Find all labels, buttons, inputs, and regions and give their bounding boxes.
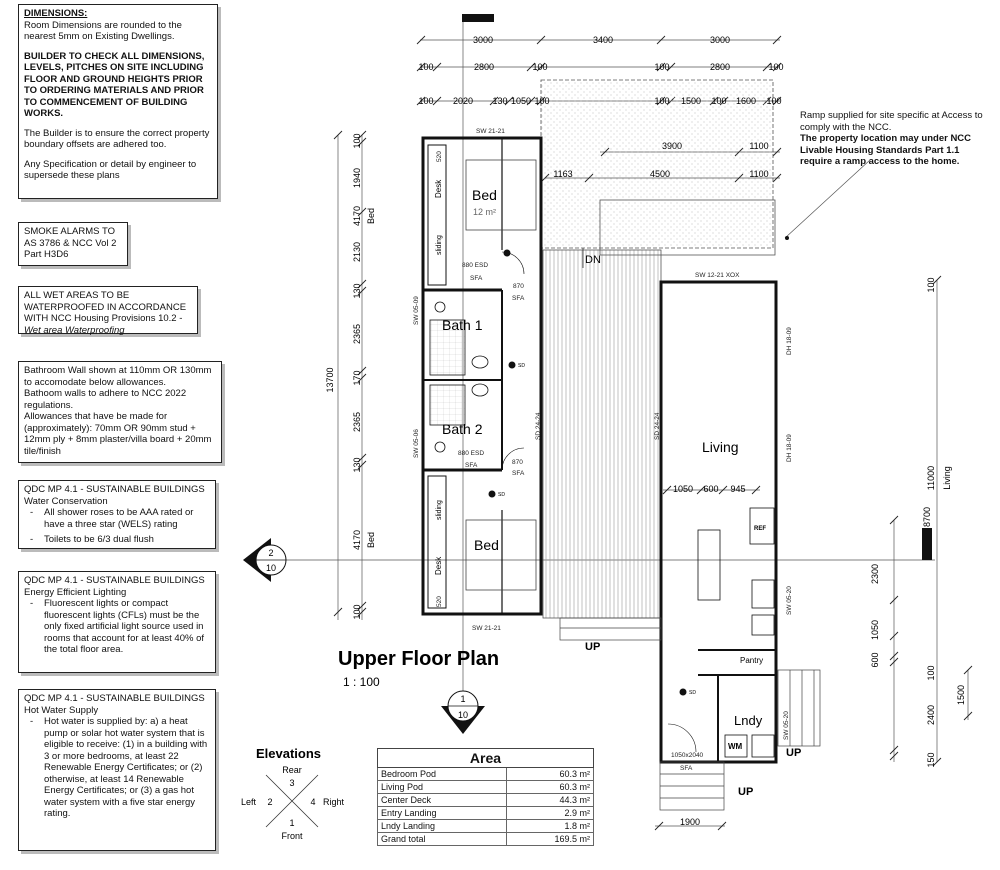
section-marker-bottom [441, 691, 485, 734]
dim-right-6: 150 [926, 752, 936, 768]
dim-right-7: 1500 [956, 684, 966, 706]
esd-880-top: 880 ESD [462, 262, 489, 269]
sd-24-24-right: SD 24-24 [654, 412, 661, 440]
dim-bottom: 1900 [679, 817, 701, 827]
sw-05-20: SW 05-20 [786, 586, 793, 615]
ref-label: REF [754, 526, 766, 532]
sfa-mid: SFA [465, 462, 478, 469]
dim-top-1: 3000 [472, 35, 494, 45]
elev-left: Left [241, 797, 257, 807]
sw-05-06: SW 05-06 [413, 429, 420, 458]
hotwater-title: QDC MP 4.1 - SUSTAINABLE BUILDINGS [24, 693, 205, 704]
lighting-title: QDC MP 4.1 - SUSTAINABLE BUILDINGS [24, 575, 205, 586]
section-left-top: 2 [268, 548, 274, 558]
dim-deck-1: 3900 [661, 141, 683, 151]
hotwater-subtitle: Hot Water Supply [24, 704, 99, 716]
dim-top-2: 3400 [592, 35, 614, 45]
dimensions-p2: BUILDER TO CHECK ALL DIMENSIONS, LEVELS, PITCHES ON SITE INCLUDING FLOOR AND GROUND HEIGHTS PRIOR TO ORDERING MATERIALS AND PRIOR TO COMMENCEMENT OF BUILDING WORKS. [24, 50, 205, 119]
dim-deck-2: 1100 [749, 141, 769, 151]
smoke-alarm-text: SMOKE ALARMS TO AS 3786 & NCC Vol 2 Part H3D6 [24, 226, 117, 260]
area-total-value: 169.5 m² [506, 833, 593, 846]
table-row [378, 820, 594, 833]
sliding-bottom: sliding [436, 500, 443, 520]
sw-05-20-b: SW 05-20 [783, 711, 790, 740]
d520-bottom: 520 [436, 596, 443, 607]
room-pantry: Pantry [740, 656, 764, 665]
dim-row2-4: 100 [654, 62, 670, 72]
elev-right-num: 4 [310, 797, 316, 807]
sfa-left-2: SFA [512, 470, 525, 477]
dim-right-1: 2300 [870, 563, 880, 585]
dim-left-overall: 13700 [325, 367, 335, 393]
water-item-2: - Toilets to be 6/3 dual flush [44, 534, 210, 546]
area-name: Living Pod [378, 781, 507, 794]
dim-row2-1: 100 [418, 62, 434, 72]
elevations-key [241, 746, 345, 841]
right-dimensions [870, 277, 966, 767]
dimensions-p4: Any Specification or detail by engineer to supersede these plans [24, 158, 197, 181]
room-bed-bottom: Bed [474, 537, 499, 553]
dim-row3-6: 100 [654, 96, 670, 106]
dim-living-1: 1050 [672, 484, 694, 494]
dh-18-09-bottom: DH 18-09 [786, 434, 793, 462]
bathroom-wall-p2: Bathoom walls to adhere to NCC 2022 regulations. [24, 388, 187, 411]
dim-left-10: 100 [352, 604, 362, 620]
bathroom-wall-p1: Bathroom Wall shown at 110mm OR 130mm to accomodate below allowances. [24, 365, 212, 388]
elevations-title: Elevations [256, 746, 322, 761]
dim-row2-5: 2800 [709, 62, 731, 72]
area-name: Center Deck [378, 794, 507, 807]
dimensions-heading: DIMENSIONS: [24, 8, 88, 19]
dim-row2-6: 100 [768, 62, 784, 72]
dim-left-bed-label: Bed [366, 207, 376, 225]
table-row [378, 807, 594, 820]
section-marker-left [243, 538, 286, 582]
dim-left-6: 170 [352, 370, 362, 386]
dh-18-09-top: DH 18-09 [786, 327, 793, 355]
section-bottom-bottom: 10 [457, 710, 469, 720]
sfa-left-1: SFA [512, 295, 525, 302]
hotwater-item-1: - Hot water is supplied by: a) a heat pump or solar hot water system that is eligible to receive: (1) in a building with 3 or more bedrooms, at least 22 Renewable Energy Certificates; or (2) otherwise, at least 14 Renewable Energy Certificates; or (3) a gas hot water system with a five star energy rating. [44, 716, 210, 820]
dim-row2-2: 2800 [473, 62, 495, 72]
dim-row3-10: 100 [766, 96, 782, 106]
water-title: QDC MP 4.1 - SUSTAINABLE BUILDINGS [24, 484, 205, 495]
up-label-center: UP [585, 641, 601, 653]
area-name: Lndy Landing [378, 820, 507, 833]
dim-living-2: 600 [703, 484, 719, 494]
water-subtitle: Water Conservation [24, 495, 108, 507]
elev-front-num: 1 [289, 818, 295, 828]
desk-top: Desk [434, 179, 443, 198]
section-bottom-top: 1 [460, 694, 466, 704]
smoke-detector-icon [504, 250, 511, 257]
area-name: Bedroom Pod [378, 768, 507, 781]
smoke-detector-icon [680, 689, 687, 696]
dimensions-p1: Room Dimensions are rounded to the nearest 5mm on Existing Dwellings. [24, 19, 182, 42]
dim-right-top: 100 [926, 277, 936, 293]
elev-front: Front [281, 831, 303, 841]
elev-rear: Rear [282, 765, 302, 775]
ramp-p1: Ramp supplied for site specific at Access to comply with the NCC. [800, 110, 983, 133]
dim-deck-4: 4500 [649, 169, 671, 179]
dim-row3-8: 100 [711, 96, 727, 106]
plan-scale: 1 : 100 [343, 675, 380, 689]
sfa-bottom: SFA [680, 765, 693, 772]
section-left-bottom: 10 [265, 563, 277, 573]
dim-top-3: 3000 [709, 35, 731, 45]
sd-text-3: SD [689, 690, 696, 696]
sd-24-24-left: SD 24-24 [535, 412, 542, 440]
lighting-item-1: - Fluorescent lights or compact fluorescent lights (CFLs) must be the only fixed artificial light source used in rooms that account for at least 40% of the total floor area. [44, 598, 210, 656]
dim-right-overall-label: Living [942, 466, 952, 490]
room-bed-top-area: 12 m² [473, 207, 497, 217]
sw-12-21: SW 12-21 XOX [695, 272, 740, 279]
elev-right: Right [323, 797, 345, 807]
bathroom-wall-p3: Allowances that have be made for (approximately): 70mm OR 90mm stud + 12mm ply + 8mm plaster/villa board + 20mm tile/finish [24, 411, 212, 457]
dim-left-2: 1940 [352, 167, 362, 189]
dim-left-bed: 4170 [352, 205, 362, 227]
dim-row3-9: 1600 [735, 96, 757, 106]
dim-deck-3: 1163 [553, 169, 573, 179]
room-bed-top: Bed [472, 187, 497, 203]
dim-left-4: 130 [352, 283, 362, 299]
smoke-detector-icon [509, 362, 516, 369]
sw-21-21-bottom: SW 21-21 [472, 625, 501, 632]
d1050-2040: 1050x2040 [671, 752, 704, 759]
dim-row3-7: 1500 [680, 96, 702, 106]
ramp-p2: The property location may under NCC Livable Housing Standards Part 1.1 require a ramp access to the home. [800, 133, 972, 167]
table-row [378, 794, 594, 807]
area-table [377, 748, 594, 846]
area-value: 44.3 m² [506, 794, 593, 807]
sd-text-1: SD [518, 363, 525, 369]
sfa-top: SFA [470, 275, 483, 282]
dim-right-2: 1050 [870, 619, 880, 641]
area-table-title: Area [378, 749, 594, 768]
dim-row3-5: 100 [534, 96, 550, 106]
elev-rear-num: 3 [289, 778, 295, 788]
area-value: 60.3 m² [506, 781, 593, 794]
dim-left-5: 2365 [352, 323, 362, 345]
sw-05-09: SW 05-09 [413, 296, 420, 325]
d870-1: 870 [513, 283, 524, 290]
wet-areas-text: ALL WET AREAS TO BE WATERPROOFED IN ACCORDANCE WITH NCC Housing Provisions 10.2 - [24, 290, 187, 324]
wm-label: WM [728, 742, 743, 751]
living-pod [661, 282, 776, 762]
area-value: 1.8 m² [506, 820, 593, 833]
room-living: Living [702, 439, 739, 455]
elev-left-num: 2 [267, 797, 273, 807]
area-value: 2.9 m² [506, 807, 593, 820]
dim-left-3: 2130 [352, 241, 362, 263]
d870-2: 870 [512, 459, 523, 466]
top-grid-marker [462, 14, 494, 22]
desk-bottom: Desk [434, 556, 443, 575]
dim-row2-3: 100 [532, 62, 548, 72]
area-name: Entry Landing [378, 807, 507, 820]
dim-right-4: 100 [926, 665, 936, 681]
area-value: 60.3 m² [506, 768, 593, 781]
dim-right-3: 600 [870, 652, 880, 668]
dim-left-7: 2365 [352, 411, 362, 433]
up-label-entry: UP [738, 786, 754, 798]
dim-row3-4: 1050 [510, 96, 532, 106]
dim-right-5: 2400 [926, 704, 936, 726]
lighting-subtitle: Energy Efficient Lighting [24, 586, 127, 598]
sd-text-2: SD [498, 492, 505, 498]
dim-left-bed-label-2: Bed [366, 531, 376, 549]
table-row [378, 781, 594, 794]
dim-right-overall: 11000 [926, 465, 936, 491]
d520-top: 520 [436, 151, 443, 162]
dim-left-8: 130 [352, 457, 362, 473]
room-lndy: Lndy [734, 713, 763, 728]
dimensions-p3: The Builder is to ensure the correct property boundary offsets are adhered too. [24, 127, 210, 150]
wet-areas-italic: Wet area Waterproofing [24, 324, 125, 336]
dim-deck-5: 1100 [749, 169, 769, 179]
plan-title: Upper Floor Plan [338, 648, 500, 670]
water-item-1: - All shower roses to be AAA rated or have a three star (WELS) rating [44, 507, 210, 530]
dim-living-3: 945 [730, 484, 746, 494]
sliding-top: sliding [436, 235, 443, 255]
table-row-total [378, 833, 594, 846]
dn-label: DN [585, 254, 601, 266]
smoke-detector-icon [489, 491, 496, 498]
table-row [378, 768, 594, 781]
left-dimensions [325, 133, 376, 619]
dim-row3-1: 100 [418, 96, 434, 106]
dim-row3-3: 130 [492, 96, 508, 106]
right-grid-marker [922, 528, 932, 560]
up-label-lndy: UP [786, 747, 802, 759]
room-bath-2: Bath 2 [442, 421, 483, 437]
dim-left-1: 100 [352, 133, 362, 149]
dim-left-9: 4170 [352, 529, 362, 551]
dim-right-marker: 8700 [922, 506, 932, 528]
room-bath-1: Bath 1 [442, 317, 483, 333]
center-deck [543, 250, 661, 618]
dim-row3-2: 2020 [452, 96, 474, 106]
sw-21-21-top: SW 21-21 [476, 128, 505, 135]
esd-880-bottom: 880 ESD [458, 450, 485, 457]
ramp-leader-dot [785, 236, 789, 240]
area-total-label: Grand total [378, 833, 507, 846]
